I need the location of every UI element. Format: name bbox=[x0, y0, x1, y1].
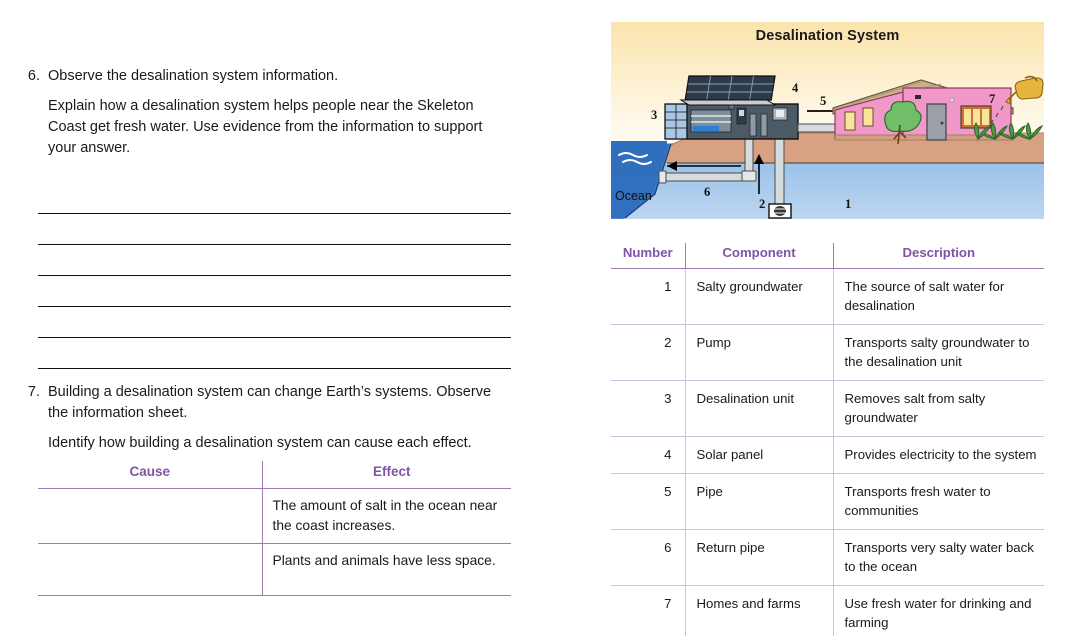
answer-line[interactable] bbox=[38, 276, 511, 307]
answer-line[interactable] bbox=[38, 183, 511, 214]
component-description: Transports very salty water back to the ocean bbox=[833, 530, 1044, 586]
component-name: Return pipe bbox=[685, 530, 833, 586]
table-row bbox=[611, 437, 1044, 474]
desalination-system-diagram bbox=[611, 22, 1044, 219]
component-number: 2 bbox=[611, 325, 685, 381]
question-7-instruction: Identify how building a desalination system can cause each effect. bbox=[48, 435, 472, 451]
callout-5: 5 bbox=[820, 94, 827, 108]
table-row bbox=[611, 474, 1044, 530]
question-7-prompt-line-2: the information sheet. bbox=[48, 405, 188, 421]
component-number: 6 bbox=[611, 530, 685, 586]
component-name: Pipe bbox=[685, 474, 833, 530]
component-description: Provides electricity to the system bbox=[833, 437, 1044, 474]
callout-7: 7 bbox=[989, 92, 996, 106]
question-6-number: 6. bbox=[27, 68, 40, 84]
callout-1: 1 bbox=[845, 197, 852, 211]
question-7 bbox=[18, 382, 518, 454]
component-description: Removes salt from salty groundwater bbox=[833, 381, 1044, 437]
right-column bbox=[611, 22, 1045, 636]
callout-2: 2 bbox=[759, 197, 766, 211]
component-description: The source of salt water for desalination bbox=[833, 269, 1044, 325]
component-header-number: Number bbox=[611, 243, 685, 269]
question-6-answer-lines[interactable] bbox=[38, 183, 511, 369]
component-name: Solar panel bbox=[685, 437, 833, 474]
component-header-description: Description bbox=[833, 243, 1044, 269]
callout-3: 3 bbox=[651, 108, 658, 122]
effect-text: Plants and animals have less space. bbox=[262, 544, 511, 596]
component-description: Use fresh water for drinking and farming bbox=[833, 586, 1044, 636]
cause-answer-field[interactable] bbox=[38, 544, 262, 596]
question-7-body bbox=[48, 382, 518, 454]
table-row bbox=[38, 489, 511, 544]
component-number: 4 bbox=[611, 437, 685, 474]
table-row bbox=[611, 586, 1044, 636]
diagram-illustration bbox=[611, 22, 1044, 219]
component-name: Desalination unit bbox=[685, 381, 833, 437]
question-7-number: 7. bbox=[27, 384, 40, 400]
component-number: 1 bbox=[611, 269, 685, 325]
table-row bbox=[611, 530, 1044, 586]
answer-line[interactable] bbox=[38, 338, 511, 369]
table-row bbox=[611, 269, 1044, 325]
cause-effect-header-cause: Cause bbox=[38, 461, 262, 489]
component-table bbox=[611, 243, 1044, 636]
component-table-header-row bbox=[611, 243, 1044, 269]
callout-4: 4 bbox=[792, 81, 799, 95]
question-6-instruction-line-2: Coast get fresh water. Use evidence from the information to support bbox=[48, 119, 483, 135]
cause-answer-field[interactable] bbox=[38, 489, 262, 544]
callout-6: 6 bbox=[704, 185, 711, 199]
component-header-component: Component bbox=[685, 243, 833, 269]
component-number: 7 bbox=[611, 586, 685, 636]
question-6-instruction-line-1: Explain how a desalination system helps people near the Skeleton bbox=[48, 98, 474, 114]
component-description: Transports salty groundwater to the desalination unit bbox=[833, 325, 1044, 381]
diagram-title: Desalination System bbox=[755, 28, 900, 44]
answer-line[interactable] bbox=[38, 307, 511, 338]
component-name: Homes and farms bbox=[685, 586, 833, 636]
effect-text: The amount of salt in the ocean near the coast increases. bbox=[262, 489, 511, 544]
cause-effect-table bbox=[38, 461, 511, 596]
answer-line[interactable] bbox=[38, 245, 511, 276]
component-name: Salty groundwater bbox=[685, 269, 833, 325]
question-6-instruction-line-3: your answer. bbox=[48, 140, 131, 156]
ocean-label: Ocean bbox=[615, 189, 652, 203]
table-row bbox=[611, 325, 1044, 381]
question-6 bbox=[18, 66, 518, 159]
component-description: Transports fresh water to communities bbox=[833, 474, 1044, 530]
table-row bbox=[38, 544, 511, 596]
answer-line[interactable] bbox=[38, 214, 511, 245]
cause-effect-header-row bbox=[38, 461, 511, 489]
component-number: 3 bbox=[611, 381, 685, 437]
component-name: Pump bbox=[685, 325, 833, 381]
table-row bbox=[611, 381, 1044, 437]
cause-effect-header-effect: Effect bbox=[262, 461, 511, 489]
component-number: 5 bbox=[611, 474, 685, 530]
question-7-prompt-line-1: Building a desalination system can change Earth’s systems. Observe bbox=[48, 384, 492, 400]
question-6-body bbox=[48, 66, 518, 159]
question-6-prompt: Observe the desalination system information. bbox=[48, 68, 339, 84]
